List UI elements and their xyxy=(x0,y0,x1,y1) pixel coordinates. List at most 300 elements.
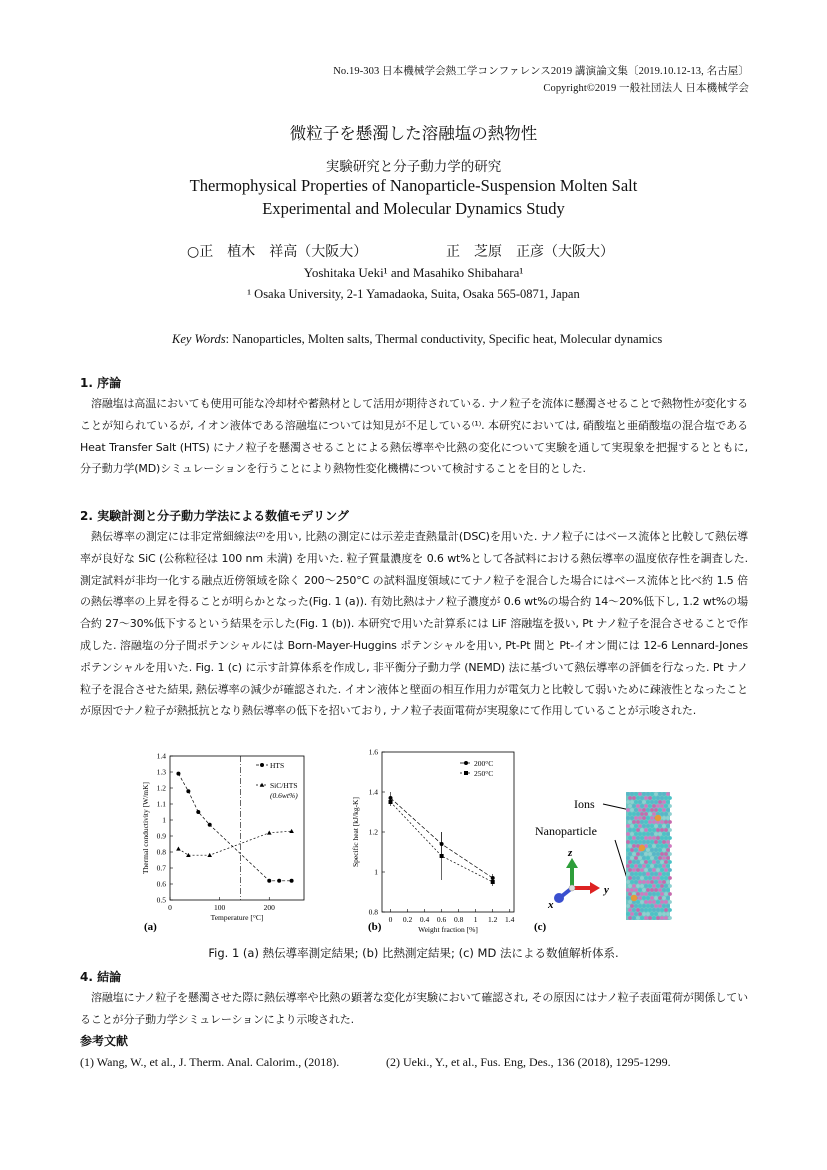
ion-particle xyxy=(656,844,660,848)
ion-particle xyxy=(646,800,650,804)
ion-particle xyxy=(654,808,658,812)
y-tick-label: 1 xyxy=(374,867,378,877)
ion-particle xyxy=(664,868,668,872)
z-axis-arrowhead xyxy=(566,858,578,868)
ion-particle xyxy=(656,804,660,808)
ion-particle xyxy=(658,848,662,852)
panel-label-c: (c) xyxy=(534,921,547,933)
data-point xyxy=(176,772,180,776)
ion-particle xyxy=(634,888,638,892)
ion-particle xyxy=(656,884,660,888)
ion-particle xyxy=(650,872,654,876)
ion-particle xyxy=(642,880,646,884)
ions-pointer-line xyxy=(603,804,630,810)
section-4-body: 溶融塩にナノ粒子を懸濁させた際に熱伝導率や比熱の顕著な変化が実験において確認され, その原因にはナノ粒子表面電荷が関係していることが分子動力学シミュレーションにより示唆された. xyxy=(80,991,748,1026)
ion-particle xyxy=(626,832,630,836)
ion-particle xyxy=(644,876,648,880)
legend-marker xyxy=(464,771,468,775)
section-2-title: 2. 実験計測と分子動力学法による数値モデリング xyxy=(80,509,349,523)
ion-particle xyxy=(648,868,652,872)
ion-particle xyxy=(628,836,632,840)
ion-particle xyxy=(646,856,650,860)
ion-particle xyxy=(652,860,656,864)
ion-particle xyxy=(656,876,660,880)
keywords-text: : Nanoparticles, Molten salts, Thermal conductivity, Specific heat, Molecular dynamics xyxy=(225,332,663,346)
ion-particle xyxy=(638,816,642,820)
ion-particle xyxy=(630,792,634,796)
ion-particle xyxy=(628,844,632,848)
ion-particle xyxy=(654,912,658,916)
y-tick-label: 0.8 xyxy=(368,907,378,917)
ion-particle xyxy=(626,896,630,900)
ion-particle xyxy=(662,792,666,796)
ion-particle xyxy=(658,832,662,836)
data-point xyxy=(176,847,181,851)
ion-particle xyxy=(640,900,644,904)
ion-particle xyxy=(634,872,638,876)
references-title: 参考文献 xyxy=(80,1034,129,1048)
ion-particle xyxy=(632,916,636,920)
ion-particle xyxy=(636,836,640,840)
ion-particle xyxy=(652,812,656,816)
ion-particle xyxy=(636,860,640,864)
ion-particle xyxy=(666,832,670,836)
title-english-line1: Thermophysical Properties of Nanoparticle-Suspension Molten Salt xyxy=(189,176,638,195)
ion-particle xyxy=(660,884,664,888)
ion-particle xyxy=(630,856,634,860)
ion-particle xyxy=(642,824,646,828)
y-axis-arrowhead xyxy=(590,882,600,894)
ion-particle xyxy=(668,828,672,832)
ion-particle xyxy=(628,884,632,888)
ion-particle xyxy=(654,800,658,804)
author-ueki-ja: ○正 植木 祥高（大阪大） xyxy=(187,244,368,260)
ion-particle xyxy=(652,836,656,840)
ion-particle xyxy=(644,868,648,872)
ion-particle xyxy=(668,836,672,840)
ion-particle xyxy=(634,864,638,868)
ion-particle xyxy=(628,916,632,920)
data-point xyxy=(277,879,281,883)
chart-specific-heat xyxy=(351,748,515,934)
ion-particle xyxy=(626,904,630,908)
ion-particle xyxy=(640,868,644,872)
ion-particle xyxy=(666,888,670,892)
ion-particle xyxy=(630,872,634,876)
ion-particle xyxy=(642,816,646,820)
ion-particle xyxy=(630,864,634,868)
ion-particle xyxy=(664,876,668,880)
data-point xyxy=(389,800,393,804)
ion-particle xyxy=(654,880,658,884)
ion-particle xyxy=(638,880,642,884)
ion-particle xyxy=(666,912,670,916)
section-1-title: 1. 序論 xyxy=(80,376,122,390)
ion-particle xyxy=(644,892,648,896)
ion-particle xyxy=(628,828,632,832)
x-axis-label: Temperature [°C] xyxy=(210,913,264,922)
ion-particle xyxy=(668,804,672,808)
ion-particle xyxy=(636,852,640,856)
panel-label-b: (b) xyxy=(368,921,382,933)
ion-particle xyxy=(640,852,644,856)
ion-particle xyxy=(660,900,664,904)
ion-particle xyxy=(664,836,668,840)
ion-particle xyxy=(642,856,646,860)
legend-label: 250°C xyxy=(474,769,494,778)
ion-particle xyxy=(634,912,638,916)
ion-particle xyxy=(654,864,658,868)
ion-particle xyxy=(636,828,640,832)
data-point xyxy=(267,831,272,835)
ion-particle xyxy=(638,856,642,860)
ion-particle xyxy=(646,872,650,876)
series-line xyxy=(178,831,291,855)
ion-particle xyxy=(632,876,636,880)
ion-particle xyxy=(660,804,664,808)
ion-particle xyxy=(626,848,630,852)
ion-particle xyxy=(650,832,654,836)
ion-particle xyxy=(648,844,652,848)
ion-particle xyxy=(632,868,636,872)
ion-particle xyxy=(668,860,672,864)
ion-particle xyxy=(646,816,650,820)
y-tick-label: 1.2 xyxy=(156,783,166,793)
ion-particle xyxy=(638,840,642,844)
ion-particle xyxy=(650,888,654,892)
ion-particle xyxy=(656,836,660,840)
ion-particle xyxy=(668,884,672,888)
section-1-body: 溶融塩は高温においても使用可能な冷却材や蓄熱材として活用が期待されている. ナノ粒子を流体に懸濁させることで熱物性が変化することが知られているが, イオン液体である溶融塩については知見が不足している⁽¹⁾. 本研究においては, 硝酸塩と亜硝酸塩の混合塩である Heat Transfer Salt (HTS) にナノ粒子を懸濁させることによる熱伝導率や比熱の変化について実験を通して実現象を把握するとともに, 分子動力学(MD)シミュレーションを行うことにより熱物性変化機構について検討することを目的とした. xyxy=(80,397,748,476)
ion-particle xyxy=(654,904,658,908)
ion-particle xyxy=(658,840,662,844)
ion-particle xyxy=(634,840,638,844)
ion-particle xyxy=(644,828,648,832)
ion-particle xyxy=(648,860,652,864)
ion-particle xyxy=(650,904,654,908)
ion-particle xyxy=(656,908,660,912)
ion-particle xyxy=(652,900,656,904)
ion-particle xyxy=(640,908,644,912)
x-tick-label: 1 xyxy=(473,915,478,924)
ion-particle xyxy=(630,824,634,828)
ion-particle xyxy=(632,884,636,888)
ion-particle xyxy=(634,880,638,884)
label-ions: Ions xyxy=(574,797,595,811)
label-nanoparticle: Nanoparticle xyxy=(535,824,597,838)
ion-particle xyxy=(650,896,654,900)
ion-particle xyxy=(668,908,672,912)
ion-particle xyxy=(636,796,640,800)
ion-particle xyxy=(648,852,652,856)
ion-particle xyxy=(628,804,632,808)
ion-particle xyxy=(662,808,666,812)
ion-particle xyxy=(650,912,654,916)
ion-particle xyxy=(666,792,670,796)
x-tick-label: 0.8 xyxy=(453,915,464,924)
ion-particle xyxy=(668,796,672,800)
ion-particle xyxy=(646,848,650,852)
ion-particle xyxy=(626,880,630,884)
ion-particle xyxy=(644,908,648,912)
ion-particle xyxy=(650,840,654,844)
ion-particle xyxy=(626,808,630,812)
reference-1: (1) Wang, W., et al., J. Therm. Anal. Calorim., (2018). xyxy=(80,1055,340,1069)
x-tick-label: 100 xyxy=(214,903,226,912)
ion-particle xyxy=(626,792,630,796)
ion-particle xyxy=(656,868,660,872)
ion-particle xyxy=(640,796,644,800)
ion-particle xyxy=(666,880,670,884)
ion-particle xyxy=(644,796,648,800)
ion-particle xyxy=(644,900,648,904)
ion-particle xyxy=(654,896,658,900)
y-axis-label: Thermal conductivity [W/mK] xyxy=(141,781,150,875)
ion-particle xyxy=(658,912,662,916)
ion-particle xyxy=(636,900,640,904)
data-point xyxy=(491,880,495,884)
ion-particle xyxy=(668,868,672,872)
author-shibahara-ja: 正 芝原 正彦（大阪大） xyxy=(446,244,614,260)
nanoparticle-atom xyxy=(631,895,637,901)
ion-particle xyxy=(648,796,652,800)
ion-particle xyxy=(650,792,654,796)
legend-label: HTS xyxy=(270,761,285,770)
ion-particle xyxy=(638,792,642,796)
ion-particle xyxy=(640,804,644,808)
ion-particle xyxy=(628,820,632,824)
ion-particle xyxy=(668,892,672,896)
ion-particle xyxy=(660,796,664,800)
x-tick-label: 0.2 xyxy=(402,915,413,924)
ion-particle xyxy=(638,808,642,812)
ion-particle xyxy=(626,888,630,892)
ion-particle xyxy=(662,848,666,852)
header-copyright: Copyright©2019 一般社団法人 日本機械学会 xyxy=(543,83,749,94)
ion-particle xyxy=(650,800,654,804)
ion-particle xyxy=(646,840,650,844)
ion-particle xyxy=(630,880,634,884)
ion-particle xyxy=(662,840,666,844)
nanoparticle-atom xyxy=(655,815,661,821)
ion-particle xyxy=(642,864,646,868)
ion-particle xyxy=(652,876,656,880)
ion-particle xyxy=(652,804,656,808)
header-conference: No.19-303 日本機械学会熱工学コンファレンス2019 講演論文集〔2019.10.12-13, 名古屋〕 xyxy=(333,66,749,77)
ion-particle xyxy=(638,912,642,916)
ion-particle xyxy=(652,916,656,920)
ion-particle xyxy=(632,804,636,808)
ion-particle xyxy=(652,908,656,912)
ion-particle xyxy=(646,832,650,836)
ion-particle xyxy=(666,800,670,804)
ion-particle xyxy=(636,812,640,816)
label-x: x xyxy=(548,899,554,911)
ion-particle xyxy=(666,816,670,820)
ion-particle xyxy=(666,808,670,812)
ion-particle xyxy=(634,824,638,828)
ion-particle xyxy=(656,916,660,920)
ion-particle xyxy=(654,840,658,844)
ion-particle xyxy=(668,844,672,848)
ion-particle xyxy=(662,816,666,820)
ion-particle xyxy=(650,864,654,868)
ion-particle xyxy=(664,796,668,800)
ion-particle xyxy=(654,872,658,876)
ion-particle xyxy=(642,888,646,892)
ion-particle xyxy=(664,852,668,856)
axis-origin xyxy=(569,885,575,891)
data-point xyxy=(208,823,212,827)
ion-particle xyxy=(668,916,672,920)
ion-particle xyxy=(648,884,652,888)
ion-particle xyxy=(662,904,666,908)
ion-particle xyxy=(638,904,642,908)
ion-particle xyxy=(666,872,670,876)
ion-particle xyxy=(646,896,650,900)
ion-particle xyxy=(648,900,652,904)
ion-particle xyxy=(648,908,652,912)
ion-particle xyxy=(646,864,650,868)
ion-particle xyxy=(636,868,640,872)
ion-particle xyxy=(658,880,662,884)
ion-particle xyxy=(664,884,668,888)
ion-particle xyxy=(654,888,658,892)
ion-particle xyxy=(656,796,660,800)
ion-particle xyxy=(652,868,656,872)
data-point xyxy=(440,854,444,858)
ion-particle xyxy=(656,892,660,896)
subtitle-japanese: 実験研究と分子動力学的研究 xyxy=(325,159,502,175)
ion-particle xyxy=(638,824,642,828)
ion-particle xyxy=(646,808,650,812)
ion-particle xyxy=(640,860,644,864)
legend-marker xyxy=(260,763,264,767)
ion-particle xyxy=(626,864,630,868)
ion-particle xyxy=(662,824,666,828)
ion-particle xyxy=(642,896,646,900)
ion-particle xyxy=(654,856,658,860)
ion-particle xyxy=(630,808,634,812)
ion-particle xyxy=(634,792,638,796)
ion-particle xyxy=(636,804,640,808)
ion-particle xyxy=(652,884,656,888)
ion-particle xyxy=(664,844,668,848)
ion-particle xyxy=(642,904,646,908)
ion-particle xyxy=(668,820,672,824)
ion-particle xyxy=(658,888,662,892)
ion-particle xyxy=(640,828,644,832)
plot-frame xyxy=(170,756,304,900)
ion-particle xyxy=(638,896,642,900)
ion-particle xyxy=(648,820,652,824)
ion-particle xyxy=(636,820,640,824)
data-point xyxy=(289,829,294,833)
ion-particle xyxy=(626,816,630,820)
ion-particle xyxy=(664,900,668,904)
x-tick-label: 0 xyxy=(168,903,172,912)
md-simulation-system xyxy=(535,792,672,920)
ion-particle xyxy=(640,892,644,896)
x-tick-label: 0.6 xyxy=(436,915,447,924)
y-tick-label: 1.6 xyxy=(368,748,378,757)
affiliation: ¹ Osaka University, 2-1 Yamadaoka, Suita, Osaka 565-0871, Japan xyxy=(247,287,580,301)
ion-particle xyxy=(644,812,648,816)
ion-particle xyxy=(666,904,670,908)
ion-particle xyxy=(658,904,662,908)
ion-particle xyxy=(638,832,642,836)
ion-particle xyxy=(628,900,632,904)
ion-particle xyxy=(644,916,648,920)
ion-particle xyxy=(628,860,632,864)
ion-particle xyxy=(660,828,664,832)
x-tick-label: 1.4 xyxy=(505,915,515,924)
ion-particle xyxy=(642,832,646,836)
x-tick-label: 200 xyxy=(263,903,275,912)
y-tick-label: 0.6 xyxy=(156,879,166,889)
ion-particle xyxy=(668,812,672,816)
ion-particle xyxy=(642,912,646,916)
ion-particle xyxy=(668,852,672,856)
ion-particle xyxy=(662,912,666,916)
y-tick-label: 1.2 xyxy=(368,827,378,837)
ion-particle xyxy=(664,812,668,816)
ion-particle xyxy=(664,860,668,864)
ion-particle xyxy=(638,888,642,892)
ion-particle xyxy=(660,836,664,840)
keywords-label: Key Words xyxy=(172,332,226,346)
legend-label: (0.6wt%) xyxy=(270,791,298,800)
ion-particle xyxy=(638,872,642,876)
ion-particle xyxy=(662,888,666,892)
ion-particle xyxy=(660,892,664,896)
reference-2: (2) Ueki., Y., et al., Fus. Eng, Des., 136 (2018), 1295-1299. xyxy=(386,1055,671,1069)
y-tick-label: 1.3 xyxy=(156,767,166,777)
ion-particle xyxy=(644,852,648,856)
ion-particle xyxy=(632,852,636,856)
ion-particle xyxy=(646,904,650,908)
ion-particle xyxy=(636,892,640,896)
md-particle-box xyxy=(626,792,672,920)
ion-particle xyxy=(660,852,664,856)
y-tick-label: 1.1 xyxy=(156,799,166,809)
ion-particle xyxy=(656,828,660,832)
ion-particle xyxy=(662,872,666,876)
ion-particle xyxy=(650,816,654,820)
ion-particle xyxy=(628,852,632,856)
ion-particle xyxy=(630,832,634,836)
ion-particle xyxy=(628,868,632,872)
label-z: z xyxy=(568,847,573,859)
ion-particle xyxy=(652,828,656,832)
nanoparticle-atom xyxy=(639,845,645,851)
y-tick-label: 1 xyxy=(162,815,166,825)
ion-particle xyxy=(654,792,658,796)
ion-particle xyxy=(648,836,652,840)
legend-label: SiC/HTS xyxy=(270,781,298,790)
ion-particle xyxy=(642,872,646,876)
y-axis-label: Specific heat [kJ/kg-K] xyxy=(351,797,360,867)
y-tick-label: 0.5 xyxy=(156,895,166,905)
ion-particle xyxy=(664,916,668,920)
ion-particle xyxy=(630,816,634,820)
ion-particle xyxy=(630,912,634,916)
ion-particle xyxy=(648,876,652,880)
ion-particle xyxy=(664,828,668,832)
ion-particle xyxy=(652,796,656,800)
ion-particle xyxy=(666,856,670,860)
ion-particle xyxy=(644,884,648,888)
